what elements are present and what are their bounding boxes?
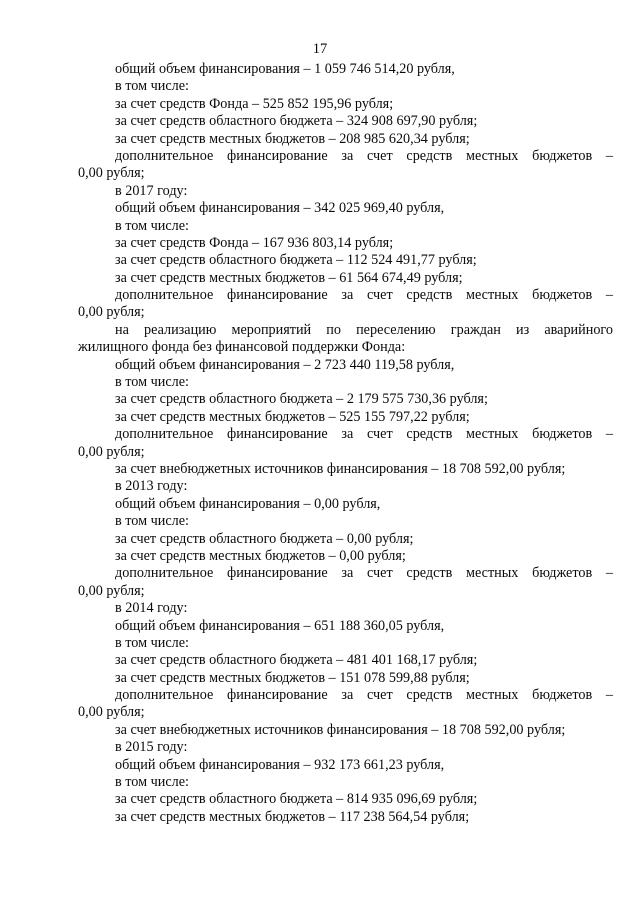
text-line: в 2017 году: bbox=[115, 182, 188, 199]
text-line: за счет средств местных бюджетов – 151 078 599,88 рубля; bbox=[115, 669, 470, 686]
text-line: дополнительное финансирование за счет средств местных бюджетов – bbox=[115, 565, 613, 582]
text-line: за счет средств Фонда – 525 852 195,96 рубля; bbox=[115, 95, 394, 112]
text-line: общий объем финансирования – 342 025 969,40 рубля, bbox=[115, 200, 445, 217]
text-line: 0,00 рубля; bbox=[78, 704, 145, 721]
text-line: общий объем финансирования – 1 059 746 514,20 рубля, bbox=[115, 61, 455, 77]
text-line: за счет средств областного бюджета – 112 524 491,77 рубля; bbox=[115, 252, 477, 269]
text-line: в том числе: bbox=[115, 78, 189, 95]
page-number: 17 bbox=[312, 41, 328, 57]
text-line: за счет средств Фонда – 167 936 803,14 рубля; bbox=[115, 234, 394, 251]
text-line: жилищного фонда без финансовой поддержки Фонда: bbox=[78, 339, 406, 356]
text-line: дополнительное финансирование за счет средств местных бюджетов – bbox=[115, 147, 613, 164]
text-line: за счет средств местных бюджетов – 117 238 564,54 рубля; bbox=[115, 808, 470, 825]
text-line: дополнительное финансирование за счет средств местных бюджетов – bbox=[115, 687, 613, 704]
text-line: за счет средств областного бюджета – 324 908 697,90 рубля; bbox=[115, 113, 478, 130]
text-line: за счет средств местных бюджетов – 61 564 674,49 рубля; bbox=[115, 269, 463, 286]
text-line: в 2015 году: bbox=[115, 739, 188, 756]
text-line: за счет средств областного бюджета – 0,00 рубля; bbox=[115, 530, 414, 547]
text-line: общий объем финансирования – 0,00 рубля, bbox=[115, 495, 381, 512]
text-line: в 2013 году: bbox=[115, 478, 188, 495]
text-line: общий объем финансирования – 2 723 440 119,58 рубля, bbox=[115, 356, 455, 373]
text-line: 0,00 рубля; bbox=[78, 443, 145, 460]
text-line: за счет средств областного бюджета – 814 935 096,69 рубля; bbox=[115, 791, 478, 808]
text-line: за счет внебюджетных источников финансирования – 18 708 592,00 рубля; bbox=[115, 460, 566, 477]
text-line: в том числе: bbox=[115, 634, 189, 651]
text-line: за счет средств местных бюджетов – 0,00 рубля; bbox=[115, 547, 406, 564]
text-line: в том числе: bbox=[115, 374, 189, 391]
text-line: за счет средств областного бюджета – 2 179 575 730,36 рубля; bbox=[115, 391, 488, 408]
text-line: дополнительное финансирование за счет средств местных бюджетов – bbox=[115, 287, 613, 304]
text-line: за счет средств местных бюджетов – 525 155 797,22 рубля; bbox=[115, 408, 470, 425]
text-line: 0,00 рубля; bbox=[78, 582, 145, 599]
text-line: в том числе: bbox=[115, 217, 189, 234]
text-line: за счет средств местных бюджетов – 208 985 620,34 рубля; bbox=[115, 130, 470, 147]
text-line: на реализацию мероприятий по переселению граждан из аварийного bbox=[115, 321, 613, 338]
text-line: в 2014 году: bbox=[115, 600, 188, 617]
text-line: общий объем финансирования – 932 173 661,23 рубля, bbox=[115, 756, 445, 773]
text-line: в том числе: bbox=[115, 774, 189, 791]
text-line: в том числе: bbox=[115, 513, 189, 530]
text-line: за счет внебюджетных источников финансирования – 18 708 592,00 рубля; bbox=[115, 721, 566, 738]
text-line: 0,00 рубля; bbox=[78, 304, 145, 321]
document-body bbox=[78, 61, 613, 826]
text-line: за счет средств областного бюджета – 481 401 168,17 рубля; bbox=[115, 652, 478, 669]
text-line: дополнительное финансирование за счет средств местных бюджетов – bbox=[115, 426, 613, 443]
text-line: 0,00 рубля; bbox=[78, 165, 145, 182]
text-line: общий объем финансирования – 651 188 360,05 рубля, bbox=[115, 617, 445, 634]
